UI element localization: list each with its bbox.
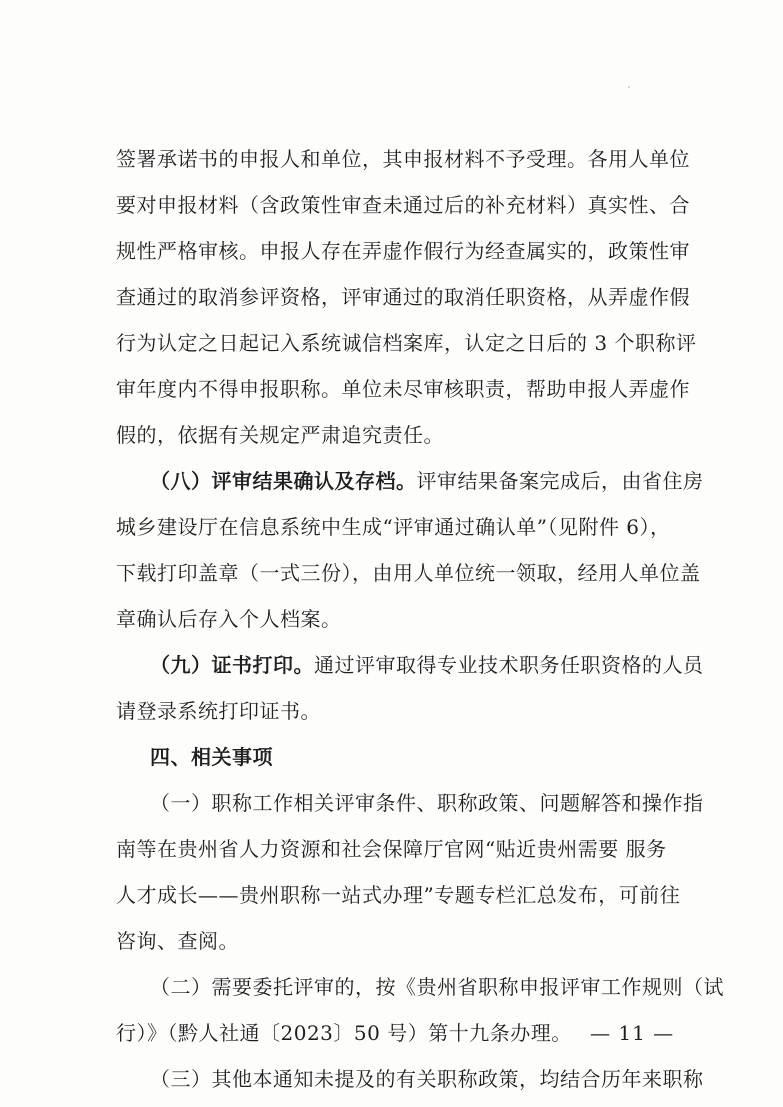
item-9-line-2: 请登录系统打印证书。 <box>116 699 321 723</box>
s4-item-2-line-2: 行）》（黔人社通〔2023〕50 号）第十九条办理。 <box>116 1021 572 1045</box>
item-9-first-line <box>150 650 704 680</box>
body-line-6: 审年度内不得申报职称。单位未尽审核职责，帮助申报人弄虚作 <box>116 377 690 401</box>
s4-item-1-line-1: （一）职称工作相关评审条件、职称政策、问题解答和操作指 <box>150 791 704 815</box>
item-8-first-line <box>150 466 704 496</box>
item-8-line-2: 城乡建设厅在信息系统中生成“评审通过确认单”（见附件 6）， <box>116 515 671 539</box>
item-9-lead: （九）证书打印。 <box>150 653 314 677</box>
s4-item-1-line-3: 人才成长——贵州职称一站式办理”专题专栏汇总发布，可前往 <box>116 883 681 907</box>
scan-speck <box>628 86 630 88</box>
body-line-2: 要对申报材料（含政策性审查未通过后的补充材料）真实性、合 <box>116 193 690 217</box>
s4-item-2-line-1: （二）需要委托评审的，按《贵州省职称申报评审工作规则（试 <box>150 975 724 999</box>
item-8-line-4: 章确认后存入个人档案。 <box>116 607 342 631</box>
s4-item-1-line-4: 咨询、查阅。 <box>116 929 239 953</box>
body-line-7: 假的，依据有关规定严肃追究责任。 <box>116 423 444 447</box>
page-number: — 11 — <box>590 1021 675 1045</box>
item-8-line-3: 下载打印盖章（一式三份），由用人单位统一领取，经用人单位盖 <box>116 561 701 585</box>
body-line-5: 行为认定之日起记入系统诚信档案库，认定之日后的 3 个职称评 <box>116 331 697 355</box>
body-line-4: 查通过的取消参评资格，评审通过的取消任职资格，从弄虚作假 <box>116 285 690 309</box>
item-8-rest: 评审结果备案完成后，由省住房 <box>416 469 704 493</box>
s4-item-3-line-1: （三）其他本通知未提及的有关职称政策，均结合历年来职称 <box>150 1067 704 1091</box>
item-9-rest: 通过评审取得专业技术职务任职资格的人员 <box>314 653 704 677</box>
body-line-3: 规性严格审核。申报人存在弄虚作假行为经查属实的，政策性审 <box>116 239 690 263</box>
section-4-heading: 四、相关事项 <box>150 745 273 769</box>
s4-item-1-line-2: 南等在贵州省人力资源和社会保障厅官网“贴近贵州需要 服务 <box>116 837 667 861</box>
item-8-lead: （八）评审结果确认及存档。 <box>150 469 417 493</box>
body-line-1: 签署承诺书的申报人和单位，其申报材料不予受理。各用人单位 <box>116 147 690 171</box>
